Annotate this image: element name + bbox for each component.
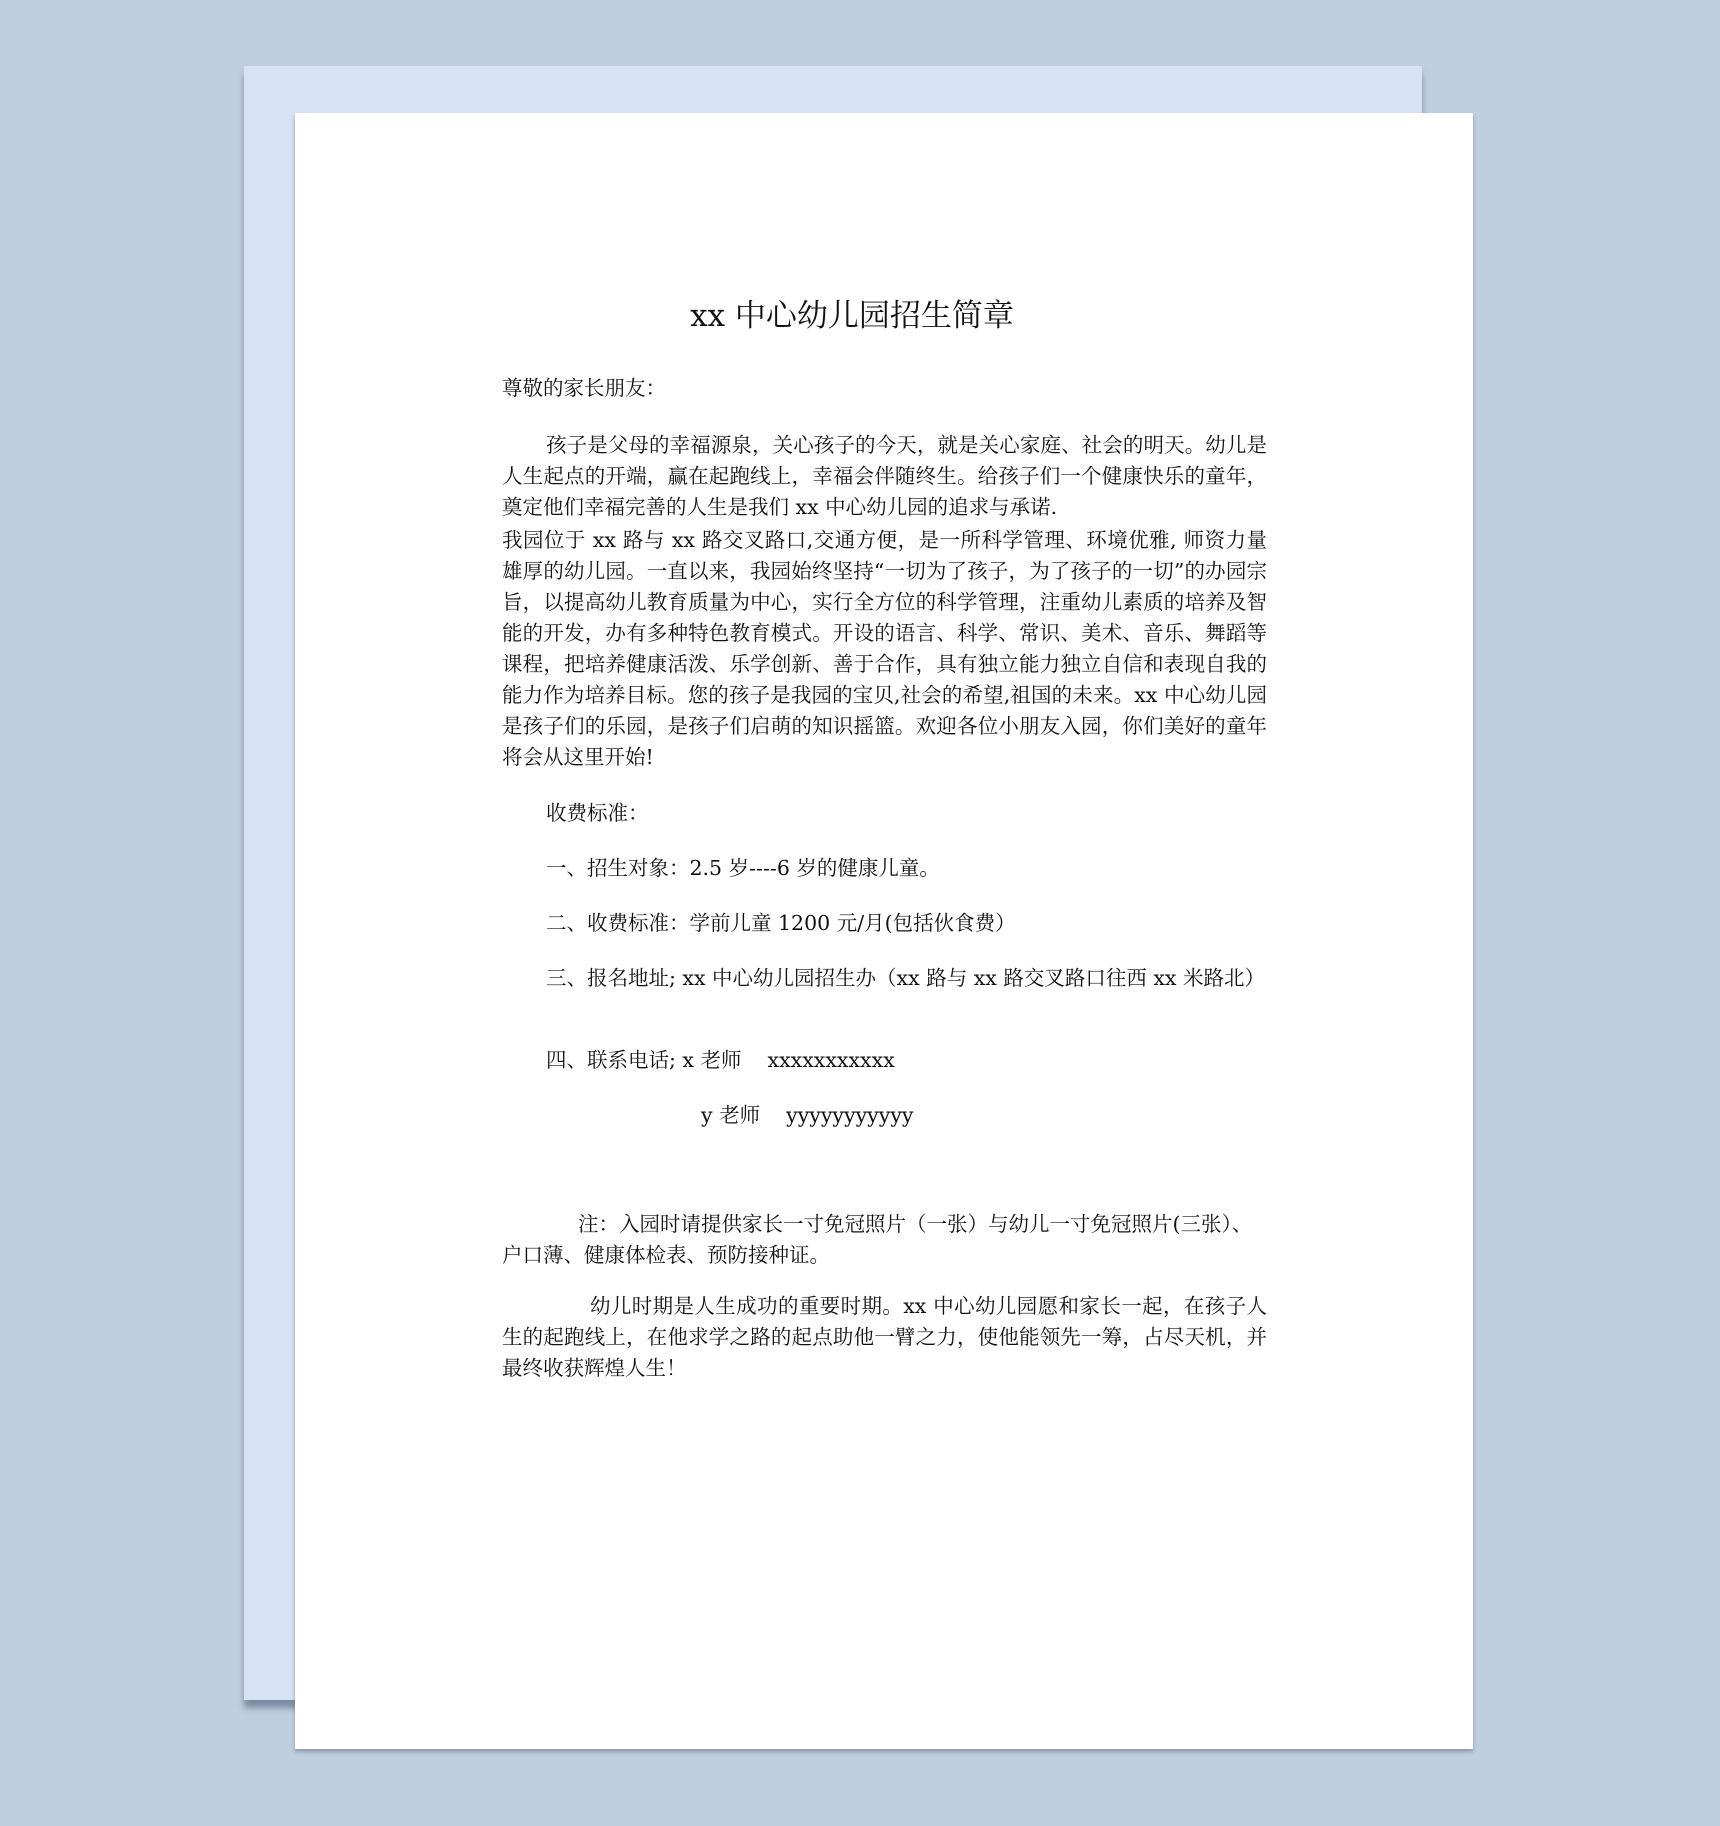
fee-heading: 收费标准： xyxy=(546,801,649,825)
contact-phone-item-2 xyxy=(502,1100,914,1131)
contact-label-y: y 老师 xyxy=(701,1103,761,1127)
salutation: 尊敬的家长朋友： xyxy=(502,376,666,400)
registration-address-item: 三、报名地址; xx 中心幼儿园招生办（xx 路与 xx 路交叉路口往西 xx 米路北） xyxy=(546,966,1266,990)
contact-phone-x: xxxxxxxxxxx xyxy=(767,1048,895,1072)
enrollment-target-item: 一、招生对象：2.5 岁----6 岁的健康儿童。 xyxy=(546,856,940,880)
intro-paragraph: 孩子是父母的幸福源泉，关心孩子的今天，就是关心家庭、社会的明天。幼儿是人生起点的开端，赢在起跑线上，幸福会伴随终生。给孩子们一个健康快乐的童年，奠定他们幸福完善的人生是我们 xx 中心幼儿园的追求与承诺. xyxy=(502,433,1267,519)
contact-phone-y: yyyyyyyyyyy xyxy=(786,1103,914,1127)
contact-label-x: 四、联系电话; x 老师 xyxy=(546,1048,742,1072)
page-title: xx 中心幼儿园招生简章 xyxy=(690,298,1014,334)
contact-phone-item xyxy=(502,1045,895,1076)
fee-standard-item: 二、收费标准：学前儿童 1200 元/月(包括伙食费） xyxy=(546,911,1016,935)
closing-paragraph: 幼儿时期是人生成功的重要时期。xx 中心幼儿园愿和家长一起，在孩子人生的起跑线上，在他求学之路的起点助他一臂之力，使他能领先一筹，占尽天机，并最终收获辉煌人生！ xyxy=(502,1294,1267,1380)
document-page xyxy=(295,113,1473,1749)
note-paragraph: 注：入园时请提供家长一寸免冠照片（一张）与幼儿一寸免冠照片(三张）、户口薄、健康体检表、预防接种证。 xyxy=(502,1212,1253,1267)
description-paragraph: 我园位于 xx 路与 xx 路交叉路口,交通方便，是一所科学管理、环境优雅, 师资力量雄厚的幼儿园。一直以来，我园始终坚持“一切为了孩子，为了孩子的一切”的办园宗旨，以提高幼儿教育质量为中心，实行全方位的科学管理，注重幼儿素质的培养及智能的开发，办有多种特色教育模式。开设的语言、科学、常识、美术、音乐、舞蹈等课程，把培养健康活泼、乐学创新、善于合作，具有独立能力独立自信和表现自我的能力作为培养目标。您的孩子是我园的宝贝,社会的希望,祖国的未来。xx 中心幼儿园是孩子们的乐园，是孩子们启萌的知识摇篮。欢迎各位小朋友入园，你们美好的童年将会从这里开始! xyxy=(502,528,1267,769)
